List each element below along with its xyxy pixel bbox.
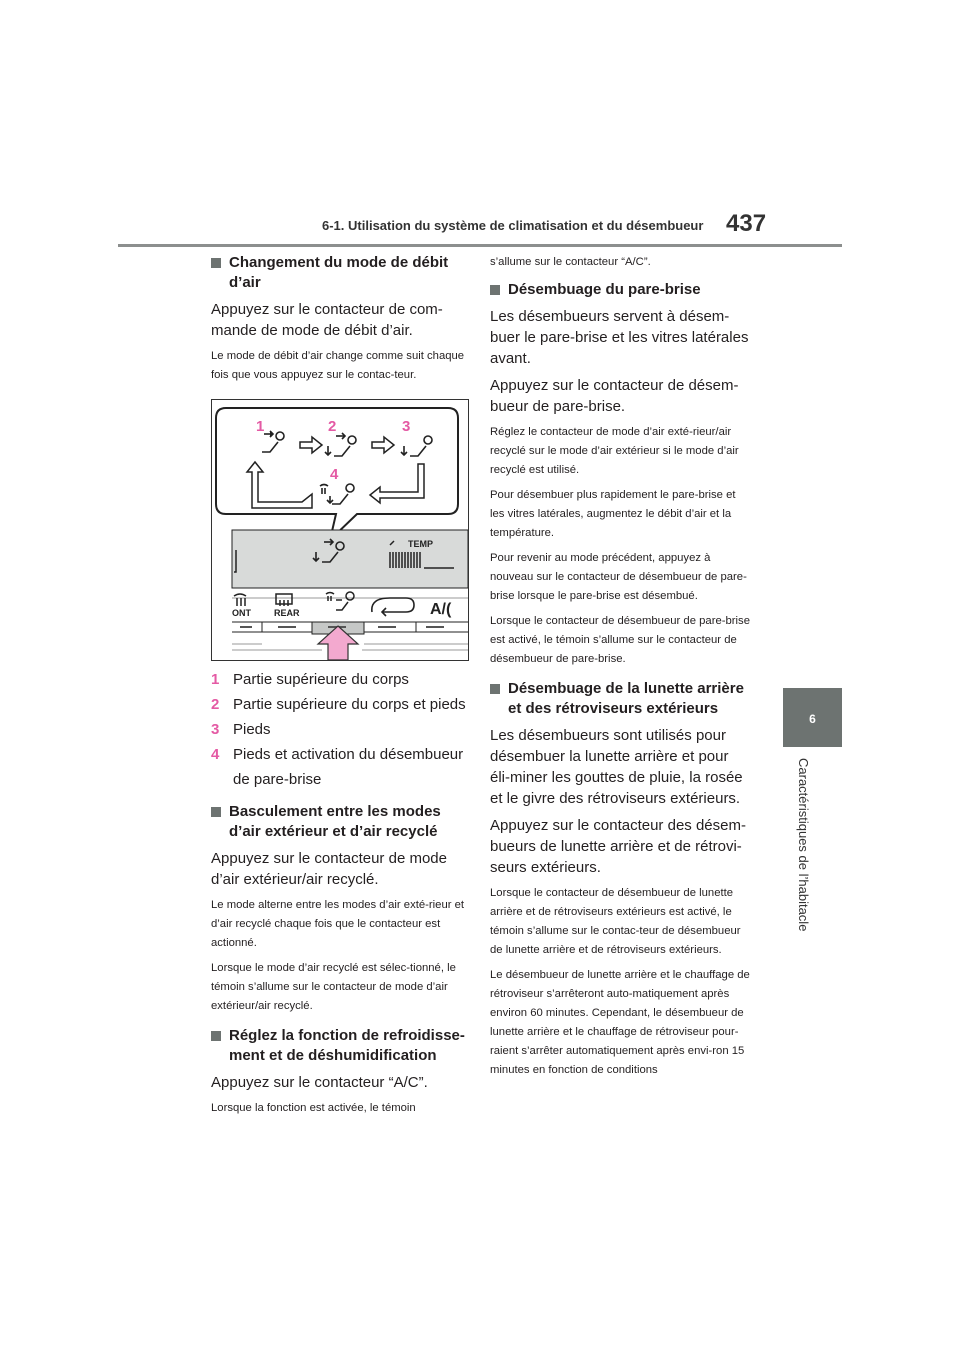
body-text: Appuyez sur le contacteur de com-mande de mode de débit d’air.	[211, 301, 443, 339]
header-rule	[118, 244, 842, 247]
note-text: Lorsque le contacteur de désembueur de lunette arrière et de rétroviseurs extérieurs est activé, le témoin s’allume sur le contac-teur de désembueur de lunette arrière et de rétroviseurs extérieurs.	[490, 887, 741, 956]
section-heading: Désembuage de la lunette arrière et des rétroviseurs extérieurs	[490, 679, 752, 719]
body-text: Appuyez sur le contacteur de mode d’air extérieur/air recyclé.	[211, 850, 447, 888]
chapter-title: Caractéristiques de l’habitacle	[796, 758, 811, 932]
note-text: Lorsque la fonction est activée, le témoin	[211, 1102, 416, 1114]
note-text: Le mode de débit d’air change comme suit chaque fois que vous appuyez sur le contac-teur.	[211, 350, 465, 381]
body-text: Appuyez sur le contacteur “A/C”.	[211, 1074, 428, 1091]
legend-item: 3 Pieds	[211, 721, 271, 738]
square-bullet-icon	[490, 285, 500, 295]
recirculation-icon[interactable]	[372, 598, 414, 616]
left-column	[211, 253, 471, 1124]
note-text: Le mode alterne entre les modes d’air exté-rieur et d’air recyclé chaque fois que le contacteur est actionné.	[211, 899, 465, 949]
body-text: Appuyez sur le contacteur de désem-bueur de pare-brise.	[490, 377, 739, 415]
mode-label-3: 3	[402, 418, 411, 435]
airflow-mode-figure	[211, 399, 469, 661]
ac-button-label[interactable]: A/(	[430, 601, 452, 618]
rear-defrost-icon[interactable]	[276, 594, 292, 606]
note-text: Le désembueur de lunette arrière et le chauffage de rétroviseur s’arrêteront auto-matiquement après environ 60 minutes. Cependant, le désembueur de lunette arrière et le chauffage de rétroviseur pour-raient s’arrêter automatiquement après envi-ron 15 minutes en fonction de conditions	[490, 969, 750, 1076]
front-defrost-icon[interactable]	[234, 594, 246, 606]
square-bullet-icon	[490, 684, 500, 694]
square-bullet-icon	[211, 807, 221, 817]
section-heading: Réglez la fonction de refroidisse-ment et de déshumidification	[211, 1026, 471, 1066]
rear-defrost-label: REAR	[274, 608, 300, 618]
note-text: Pour revenir au mode précédent, appuyez à nouveau sur le contacteur de désembueur de pare-brise lorsque le pare-brise est désembué.	[490, 552, 747, 602]
note-text: Lorsque le contacteur de désembueur de pare-brise est activé, le témoin s’allume sur le contacteur de désembueur de pare-brise.	[490, 615, 750, 665]
mode-legend	[211, 667, 471, 792]
square-bullet-icon	[211, 258, 221, 268]
note-text: Pour désembuer plus rapidement le pare-brise et les vitres latérales, augmentez le débit d’air et la température.	[490, 489, 736, 539]
section-heading: Désembuage du pare-brise	[490, 280, 752, 300]
section-title: 6-1. Utilisation du système de climatisation et du désembueur	[322, 218, 704, 233]
note-text: Lorsque le mode d’air recyclé est sélec-tionné, le témoin s’allume sur le contacteur de mode d’air extérieur/air recyclé.	[211, 962, 456, 1012]
body-text: Les désembueurs servent à désem-buer le pare-brise et les vitres latérales avant.	[490, 308, 749, 367]
note-text: Réglez le contacteur de mode d’air exté-rieur/air recyclé sur le mode d’air extérieur si le mode d’air recyclé est utilisé.	[490, 426, 739, 476]
mode-label-1: 1	[256, 418, 265, 435]
note-text: s’allume sur le contacteur “A/C”.	[490, 256, 651, 268]
section-heading: Basculement entre les modes d’air extérieur et d’air recyclé	[211, 802, 471, 842]
mode-label-2: 2	[328, 418, 337, 435]
front-defrost-label: ONT	[232, 608, 251, 618]
section-heading: Changement du mode de débit d’air	[211, 253, 471, 293]
airflow-mode-diagram	[212, 400, 468, 660]
square-bullet-icon	[211, 1031, 221, 1041]
airflow-mode-button-icon[interactable]	[326, 592, 354, 610]
page-number: 437	[726, 210, 767, 237]
temp-label: TEMP	[408, 539, 434, 549]
body-text: Appuyez sur le contacteur des désem-bueurs de lunette arrière et de rétrovi-seurs extérieurs.	[490, 817, 746, 876]
body-text: Les désembueurs sont utilisés pour désembuer la lunette arrière et pour éli-miner les gouttes de pluie, la rosée et le givre des rétroviseurs extérieurs.	[490, 727, 743, 807]
right-column	[490, 253, 752, 1086]
legend-item: 1 Partie supérieure du corps	[211, 671, 409, 688]
mode-label-4: 4	[330, 466, 339, 483]
legend-item: 4 Pieds et activation du désembueur de pare-brise	[211, 746, 464, 788]
chapter-number: 6	[809, 712, 816, 726]
legend-item: 2 Partie supérieure du corps et pieds	[211, 696, 466, 713]
